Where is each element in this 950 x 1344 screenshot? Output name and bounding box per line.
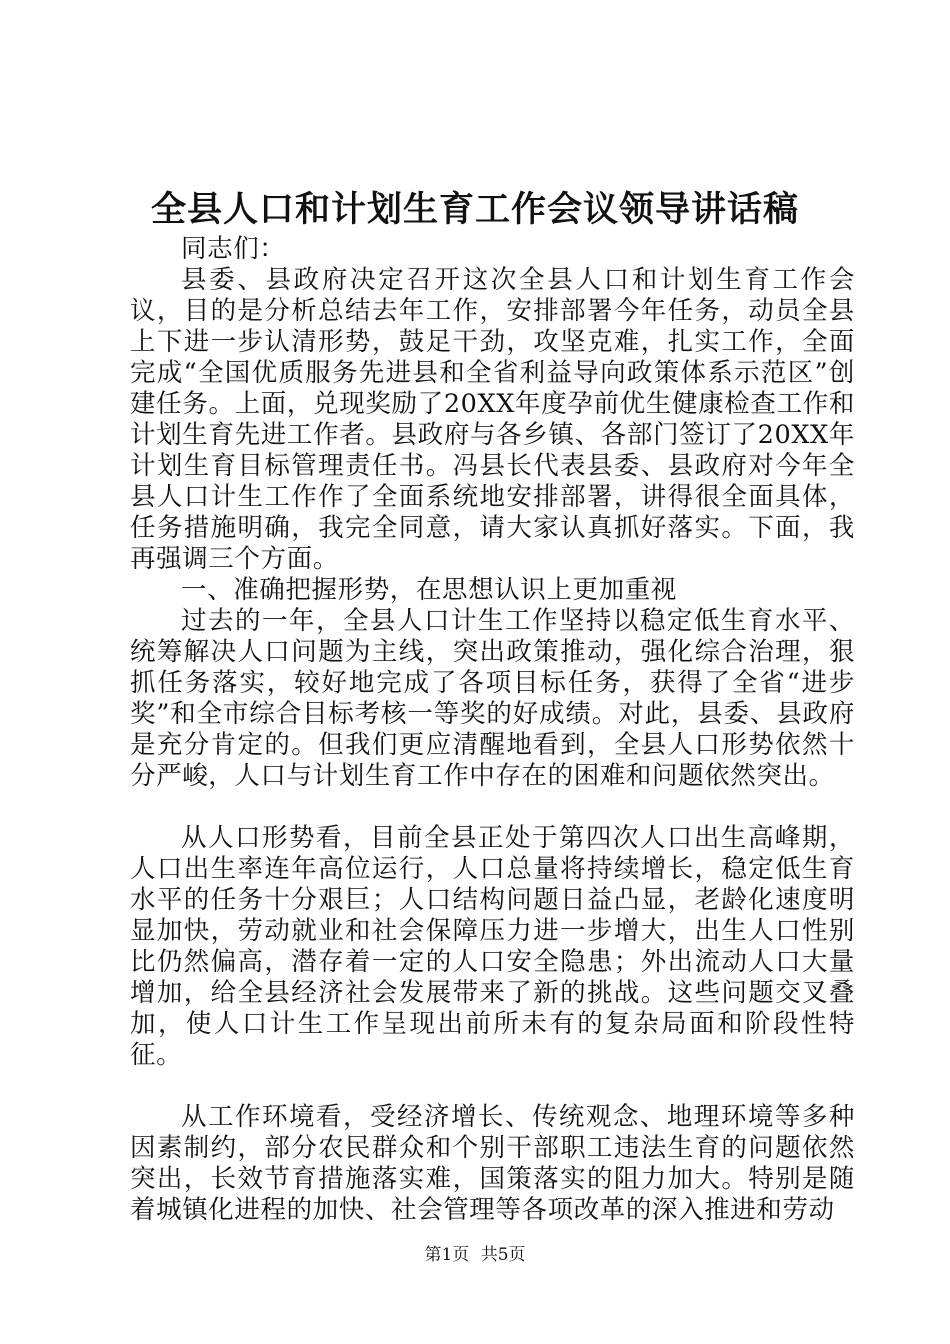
document-title: 全县人口和计划生育工作会议领导讲话稿 xyxy=(150,189,799,230)
body-paragraph: 从工作环境看，受经济增长、传统观念、地理环境等多种因素制约，部分农民群众和个别干部职工违法生育的问题依然突出，长效节育措施落实难，国策落实的阻力加大。特别是随着城镇化进程的加快、社会管理等各项改革的深入推进和劳动 xyxy=(130,1102,855,1225)
page-number: 第1页 xyxy=(424,1245,470,1265)
page-total: 共5页 xyxy=(480,1245,526,1265)
intro-paragraph: 县委、县政府决定召开这次全县人口和计划生育工作会议，目的是分析总结去年工作，安排部署今年任务，动员全县上下进一步认清形势，鼓足干劲，攻坚克难，扎实工作，全面完成“全国优质服务先进县和全省利益导向政策体系示范区”创建任务。上面，兑现奖励了20XX年度孕前优生健康检查工作和计划生育先进工作者。县政府与各乡镇、各部门签订了20XX年计划生育目标管理责任书。冯县长代表县委、县政府对今年全县人口计生工作作了全面系统地安排部署，讲得很全面具体，任务措施明确，我完全同意，请大家认真抓好落实。下面，我再强调三个方面。 xyxy=(130,265,855,574)
document-body xyxy=(130,234,855,1226)
page-footer xyxy=(0,1243,950,1267)
salutation-paragraph: 同志们： xyxy=(181,234,286,264)
section-heading-1: 一、准确把握形势，在思想认识上更加重视 xyxy=(181,575,677,605)
body-paragraph: 过去的一年，全县人口计生工作坚持以稳定低生育水平、统筹解决人口问题为主线，突出政策推动，强化综合治理，狠抓任务落实，较好地完成了各项目标任务，获得了全省“进步奖”和全市综合目标考核一等奖的好成绩。对此，县委、县政府是充分肯定的。但我们更应清醒地看到，全县人口形势依然十分严峻，人口与计划生育工作中存在的困难和问题依然突出。 xyxy=(130,606,855,791)
body-paragraph: 从人口形势看，目前全县正处于第四次人口出生高峰期，人口出生率连年高位运行，人口总量将持续增长，稳定低生育水平的任务十分艰巨；人口结构问题日益凸显，老龄化速度明显加快，劳动就业和社会保障压力进一步增大，出生人口性别比仍然偏高，潜存着一定的人口安全隐患；外出流动人口大量增加，给全县经济社会发展带来了新的挑战。这些问题交叉叠加，使人口计生工作呈现出前所未有的复杂局面和阶段性特征。 xyxy=(130,823,855,1070)
